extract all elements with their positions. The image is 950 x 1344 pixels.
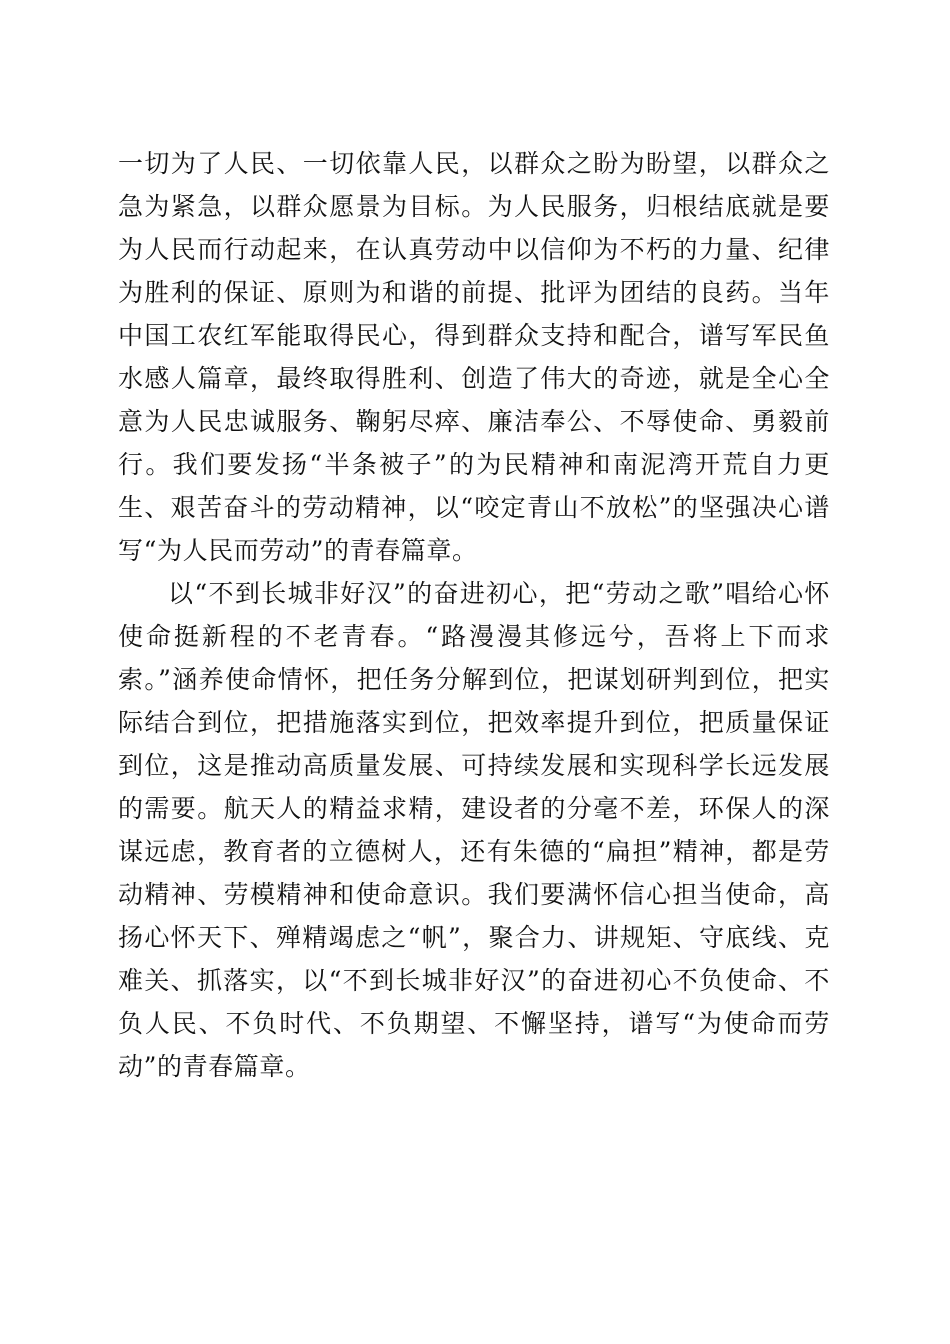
paragraph-labor-song: 以“不到长城非好汉”的奋进初心，把“劳动之歌”唱给心怀使命挺新程的不老青春。“路漫漫其修远兮，吾将上下而求索。”涵养使命情怀，把任务分解到位，把谋划研判到位，把实际结合到位，把措施落实到位，把效率提升到位，把质量保证到位，这是推动高质量发展、可持续发展和实现科学长远发展的需要。航天人的精益求精，建设者的分毫不差，环保人的深谋远虑，教育者的立德树人，还有朱德的“扁担”精神，都是劳动精神、劳模精神和使命意识。我们要满怀信心担当使命，高扬心怀天下、殚精竭虑之“帆”，聚合力、讲规矩、守底线、克难关、抓落实，以“不到长城非好汉”的奋进初心不负使命、不负人民、不负时代、不负期望、不懈坚持，谱写“为使命而劳动”的青春篇章。 [118,579,830,1081]
paragraph-continuation: 一切为了人民、一切依靠人民，以群众之盼为盼望，以群众之急为紧急，以群众愿景为目标。为人民服务，归根结底就是要为人民而行动起来，在认真劳动中以信仰为不朽的力量、纪律为胜利的保证、原则为和谐的前提、批评为团结的良药。当年中国工农红军能取得民心，得到群众支持和配合，谱写军民鱼水感人篇章，最终取得胜利、创造了伟大的奇迹，就是全心全意为人民忠诚服务、鞠躬尽瘁、廉洁奉公、不辱使命、勇毅前行。我们要发扬“半条被子”的为民精神和南泥湾开荒自力更生、艰苦奋斗的劳动精神，以“咬定青山不放松”的坚强决心谱写“为人民而劳动”的青春篇章。 [118,149,830,565]
document-body [118,142,830,1088]
